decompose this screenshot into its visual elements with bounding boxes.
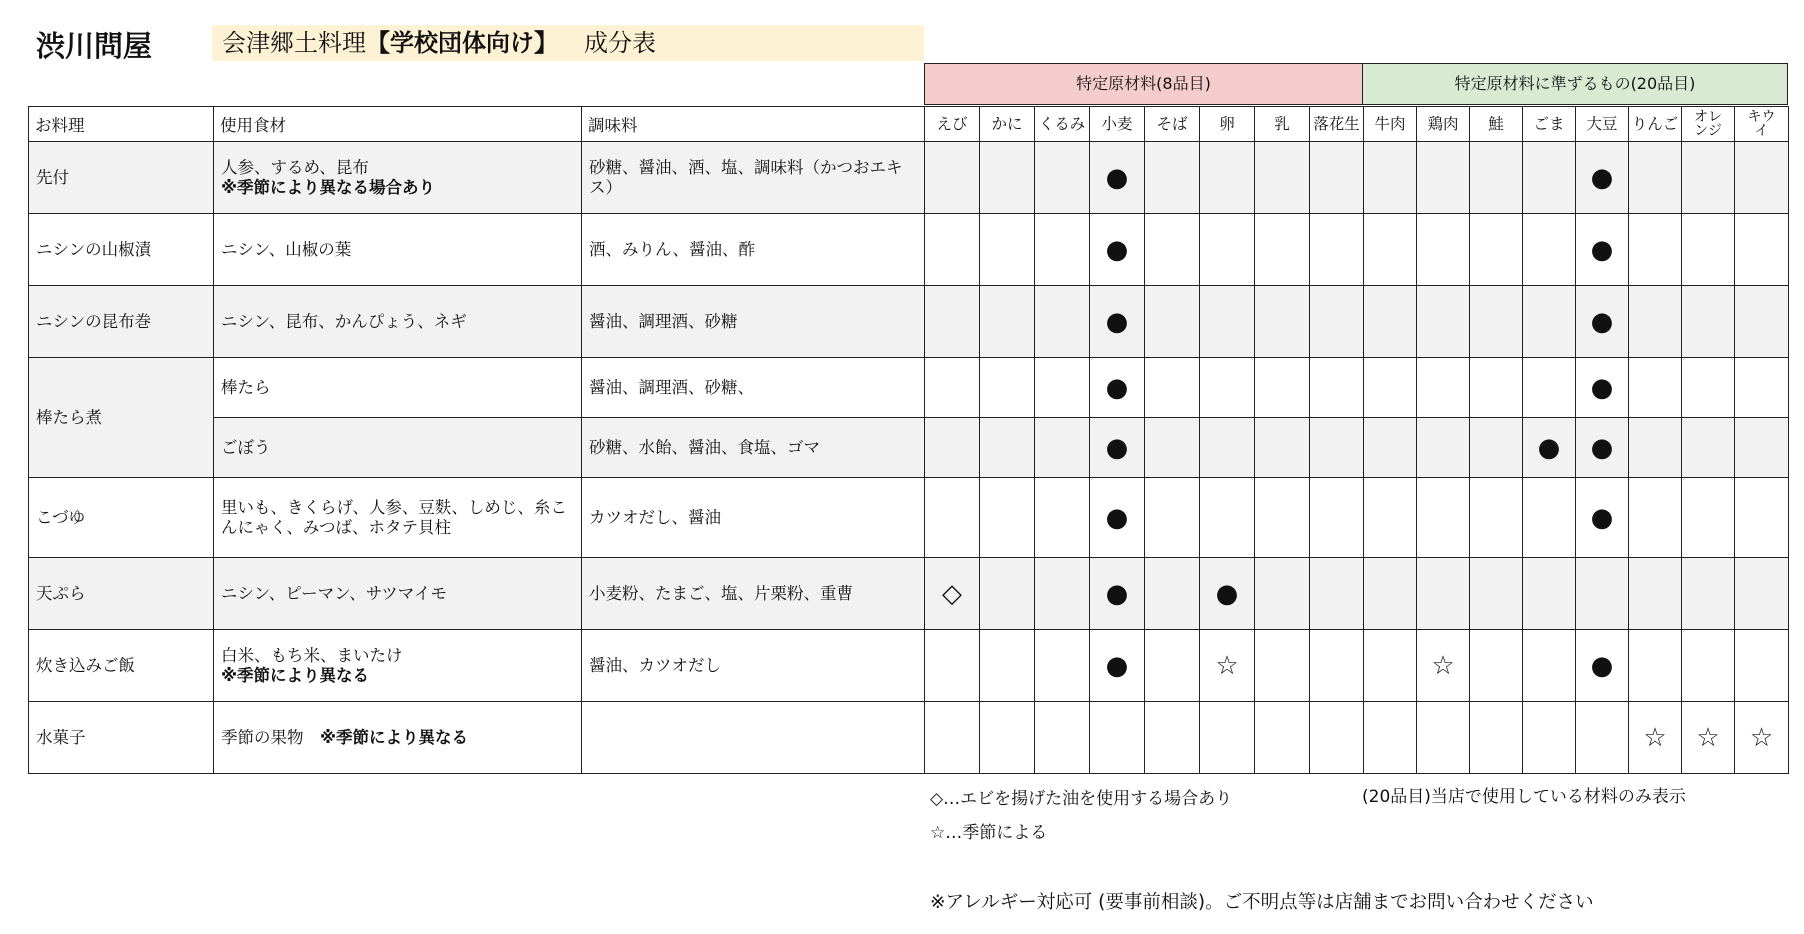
allergen-mark	[1417, 558, 1470, 630]
document-title	[212, 25, 924, 61]
ingredients-cell	[214, 214, 582, 286]
allergen-mark	[1090, 702, 1145, 774]
allergen-mark: ●	[1576, 142, 1629, 214]
note-star: ☆…季節による	[930, 823, 1048, 843]
seasoning-cell	[582, 702, 925, 774]
group-specific-allergens: 特定原材料(8品目)	[924, 63, 1363, 105]
ingredients-note: ※季節により異なる場合あり	[221, 177, 436, 197]
allergen-mark	[1682, 286, 1735, 358]
allergen-mark	[1417, 142, 1470, 214]
seasoning-cell: 酒、みりん、醤油、酢	[582, 214, 925, 286]
table-row	[29, 558, 1789, 630]
allergen-mark	[1470, 702, 1523, 774]
allergen-mark	[1035, 142, 1090, 214]
allergen-mark: ●	[1200, 558, 1255, 630]
allergen-mark	[1735, 358, 1789, 418]
col-header-orange-label: オレンジ	[1694, 108, 1722, 139]
title-prefix: 会津郷土料理	[222, 29, 366, 57]
allergen-mark	[1145, 702, 1200, 774]
allergen-mark	[1310, 214, 1364, 286]
table-row	[29, 418, 1789, 478]
allergen-mark	[1417, 214, 1470, 286]
allergen-mark	[925, 358, 980, 418]
allergen-mark: ●	[1576, 478, 1629, 558]
store-name: 渋川問屋	[36, 29, 153, 63]
allergen-mark	[1255, 558, 1310, 630]
dish-name: 先付	[29, 142, 214, 214]
ingredients-cell	[214, 286, 582, 358]
col-header-wheat: 小麦	[1090, 107, 1145, 142]
col-header-dish: お料理	[29, 107, 214, 142]
col-header-peanut: 落花生	[1310, 107, 1364, 142]
group-semi-allergens: 特定原材料に準ずるもの(20品目)	[1363, 63, 1788, 105]
allergen-mark: ☆	[1417, 630, 1470, 702]
allergen-mark	[1035, 478, 1090, 558]
col-header-buckwheat: そば	[1145, 107, 1200, 142]
col-header-chicken: 鶏肉	[1417, 107, 1470, 142]
allergen-mark	[1470, 478, 1523, 558]
allergen-mark: ●	[1523, 418, 1576, 478]
allergen-mark	[1682, 630, 1735, 702]
title-suffix: 成分表	[584, 29, 656, 57]
allergen-mark: ☆	[1629, 702, 1682, 774]
dish-name: こづゆ	[29, 478, 214, 558]
allergen-mark	[1682, 478, 1735, 558]
allergen-mark	[925, 142, 980, 214]
allergen-mark	[1364, 630, 1417, 702]
ingredients-text: 季節の果物	[221, 727, 304, 747]
seasoning-cell: 砂糖、醤油、酒、塩、調味料（かつおエキス）	[582, 142, 925, 214]
allergen-mark	[1310, 558, 1364, 630]
ingredients-cell	[214, 702, 582, 774]
allergen-mark	[1035, 358, 1090, 418]
allergen-mark	[1523, 286, 1576, 358]
allergen-mark	[1523, 142, 1576, 214]
ingredients-text: 白米、もち米、まいたけ	[221, 645, 403, 665]
col-header-apple: りんご	[1629, 107, 1682, 142]
allergen-mark	[1255, 478, 1310, 558]
allergen-mark	[1310, 702, 1364, 774]
dish-name: 水菓子	[29, 702, 214, 774]
allergen-mark: ●	[1090, 478, 1145, 558]
allergen-mark	[1470, 630, 1523, 702]
allergen-mark	[1523, 630, 1576, 702]
col-header-shrimp: えび	[925, 107, 980, 142]
allergen-mark	[1629, 142, 1682, 214]
allergen-mark	[1310, 418, 1364, 478]
allergen-mark	[980, 286, 1035, 358]
col-header-salmon: 鮭	[1470, 107, 1523, 142]
seasoning-cell: 醤油、調理酒、砂糖、	[582, 358, 925, 418]
allergen-mark	[1255, 358, 1310, 418]
allergen-mark	[1200, 702, 1255, 774]
ingredients-note: ※季節により異なる	[221, 665, 370, 685]
allergen-mark	[1523, 702, 1576, 774]
allergen-mark	[925, 286, 980, 358]
col-header-sesame: ごま	[1523, 107, 1576, 142]
allergen-mark	[1035, 418, 1090, 478]
allergen-mark	[1145, 418, 1200, 478]
allergen-mark	[1629, 358, 1682, 418]
allergen-mark	[1364, 286, 1417, 358]
allergen-mark	[1470, 418, 1523, 478]
allergen-mark	[925, 418, 980, 478]
col-header-kiwi-label: キウイ	[1747, 108, 1776, 139]
allergen-mark	[1735, 214, 1789, 286]
ingredients-cell	[214, 142, 582, 214]
seasoning-cell: 小麦粉、たまご、塩、片栗粉、重曹	[582, 558, 925, 630]
allergen-mark	[1629, 214, 1682, 286]
allergen-mark	[1145, 630, 1200, 702]
allergen-mark	[980, 630, 1035, 702]
ingredients-text: ニシン、昆布、かんぴょう、ネギ	[221, 311, 467, 331]
allergen-mark: ☆	[1682, 702, 1735, 774]
allergen-mark	[1470, 214, 1523, 286]
allergen-mark	[1682, 142, 1735, 214]
allergen-mark: ◇	[925, 558, 980, 630]
table-row	[29, 286, 1789, 358]
allergen-mark	[1310, 478, 1364, 558]
allergen-mark: ●	[1090, 214, 1145, 286]
col-header-walnut: くるみ	[1035, 107, 1090, 142]
dish-name: 棒たら煮	[29, 358, 214, 478]
allergen-mark	[1629, 630, 1682, 702]
dish-name: ニシンの山椒漬	[29, 214, 214, 286]
allergen-mark	[1035, 214, 1090, 286]
table-row	[29, 214, 1789, 286]
allergen-mark	[1035, 630, 1090, 702]
dish-name: 炊き込みご飯	[29, 630, 214, 702]
table-row	[29, 142, 1789, 214]
allergen-mark: ●	[1576, 286, 1629, 358]
allergen-mark	[925, 702, 980, 774]
allergen-mark	[925, 630, 980, 702]
allergen-mark	[980, 558, 1035, 630]
ingredients-note: ※季節により異なる	[320, 727, 469, 747]
allergen-mark	[1145, 286, 1200, 358]
allergen-mark	[1417, 358, 1470, 418]
allergen-mark	[1682, 358, 1735, 418]
col-header-milk: 乳	[1255, 107, 1310, 142]
allergen-mark	[1200, 286, 1255, 358]
col-header-soybean: 大豆	[1576, 107, 1629, 142]
allergen-mark: ●	[1090, 358, 1145, 418]
col-header-crab: かに	[980, 107, 1035, 142]
dish-name: 天ぷら	[29, 558, 214, 630]
col-header-ingredients: 使用食材	[214, 107, 582, 142]
allergen-mark	[925, 214, 980, 286]
allergen-mark: ☆	[1735, 702, 1789, 774]
title-bold: 【学校団体向け】	[366, 29, 558, 57]
allergen-mark	[980, 142, 1035, 214]
table-row	[29, 630, 1789, 702]
allergen-mark	[1364, 558, 1417, 630]
allergen-mark: ●	[1090, 558, 1145, 630]
note-twenty-items: (20品目)当店で使用している材料のみ表示	[1362, 787, 1686, 807]
ingredients-text: 里いも、きくらげ、人参、豆麩、しめじ、糸こんにゃく、みつば、ホタテ貝柱	[221, 497, 567, 537]
allergen-mark	[1035, 702, 1090, 774]
table-row	[29, 702, 1789, 774]
allergen-mark	[1035, 286, 1090, 358]
allergen-mark	[980, 418, 1035, 478]
ingredients-cell	[214, 418, 582, 478]
allergen-mark: ●	[1090, 630, 1145, 702]
table-row	[29, 478, 1789, 558]
allergen-mark	[1310, 142, 1364, 214]
allergen-mark	[1417, 418, 1470, 478]
allergen-mark	[1470, 142, 1523, 214]
allergen-mark	[1035, 558, 1090, 630]
allergen-mark: ☆	[1200, 630, 1255, 702]
allergen-mark	[1200, 142, 1255, 214]
allergen-mark	[1735, 418, 1789, 478]
allergen-mark	[1364, 358, 1417, 418]
allergen-mark	[980, 358, 1035, 418]
allergen-mark	[1417, 478, 1470, 558]
allergen-mark	[1735, 286, 1789, 358]
allergen-mark	[1310, 630, 1364, 702]
allergen-mark	[1145, 142, 1200, 214]
allergen-mark: ●	[1090, 286, 1145, 358]
allergen-mark	[1523, 214, 1576, 286]
allergen-mark	[1576, 558, 1629, 630]
col-header-orange	[1682, 107, 1735, 142]
allergen-mark	[1735, 630, 1789, 702]
col-header-egg: 卵	[1200, 107, 1255, 142]
seasoning-cell: 砂糖、水飴、醤油、食塩、ゴマ	[582, 418, 925, 478]
ingredients-text: ごぼう	[221, 437, 271, 457]
allergen-mark	[1417, 702, 1470, 774]
allergen-mark	[1364, 478, 1417, 558]
allergen-mark	[1629, 558, 1682, 630]
allergen-mark	[1145, 558, 1200, 630]
allergen-mark	[1310, 358, 1364, 418]
allergen-mark	[1682, 214, 1735, 286]
allergen-mark	[1200, 358, 1255, 418]
note-diamond: ◇…エビを揚げた油を使用する場合あり	[930, 789, 1233, 809]
ingredients-cell	[214, 630, 582, 702]
col-header-seasoning: 調味料	[582, 107, 925, 142]
allergen-mark	[1200, 418, 1255, 478]
allergen-mark	[1255, 630, 1310, 702]
ingredients-text: 人参、するめ、昆布	[221, 157, 369, 177]
table-row	[29, 358, 1789, 418]
ingredient-table	[28, 106, 1789, 774]
allergen-mark	[1735, 142, 1789, 214]
allergen-mark	[1310, 286, 1364, 358]
allergen-mark	[1200, 214, 1255, 286]
allergen-mark	[980, 478, 1035, 558]
allergen-mark	[1255, 142, 1310, 214]
allergen-mark	[1364, 142, 1417, 214]
seasoning-cell: 醤油、カツオだし	[582, 630, 925, 702]
allergen-mark	[1735, 558, 1789, 630]
seasoning-cell: カツオだし、醤油	[582, 478, 925, 558]
allergen-mark	[1470, 558, 1523, 630]
col-header-kiwi	[1735, 107, 1789, 142]
allergen-mark	[1629, 418, 1682, 478]
allergen-mark: ●	[1576, 630, 1629, 702]
allergen-mark	[1417, 286, 1470, 358]
allergen-mark	[1523, 358, 1576, 418]
allergen-mark	[1682, 418, 1735, 478]
allergen-mark	[1145, 214, 1200, 286]
allergen-mark	[1364, 418, 1417, 478]
ingredients-text: ニシン、ピーマン、サツマイモ	[221, 583, 447, 603]
allergen-mark: ●	[1576, 418, 1629, 478]
allergen-mark: ●	[1576, 358, 1629, 418]
allergen-mark	[1255, 214, 1310, 286]
allergen-mark	[1200, 478, 1255, 558]
allergen-mark	[1470, 358, 1523, 418]
allergen-mark	[1523, 478, 1576, 558]
allergen-mark	[1629, 478, 1682, 558]
ingredients-text: ニシン、山椒の葉	[221, 239, 352, 259]
allergen-mark	[1735, 478, 1789, 558]
allergen-mark	[1364, 702, 1417, 774]
seasoning-cell: 醤油、調理酒、砂糖	[582, 286, 925, 358]
allergen-mark: ●	[1090, 418, 1145, 478]
allergen-mark	[1470, 286, 1523, 358]
allergen-mark: ●	[1090, 142, 1145, 214]
allergen-mark	[1145, 478, 1200, 558]
allergen-mark	[1255, 286, 1310, 358]
col-header-beef: 牛肉	[1364, 107, 1417, 142]
dish-name: ニシンの昆布巻	[29, 286, 214, 358]
allergen-mark	[1682, 558, 1735, 630]
note-allergy: ※アレルギー対応可 (要事前相談)。ご不明点等は店舗までお問い合わせください	[930, 892, 1594, 913]
ingredients-cell	[214, 358, 582, 418]
allergen-mark	[1255, 702, 1310, 774]
allergen-mark	[1145, 358, 1200, 418]
ingredients-cell	[214, 478, 582, 558]
allergen-mark: ●	[1576, 214, 1629, 286]
allergen-mark	[1364, 214, 1417, 286]
allergen-mark	[980, 702, 1035, 774]
ingredients-text: 棒たら	[221, 377, 271, 397]
allergen-mark	[980, 214, 1035, 286]
allergen-mark	[925, 478, 980, 558]
allergen-mark	[1523, 558, 1576, 630]
ingredients-cell	[214, 558, 582, 630]
allergen-mark	[1255, 418, 1310, 478]
allergen-mark	[1576, 702, 1629, 774]
allergen-mark	[1629, 286, 1682, 358]
